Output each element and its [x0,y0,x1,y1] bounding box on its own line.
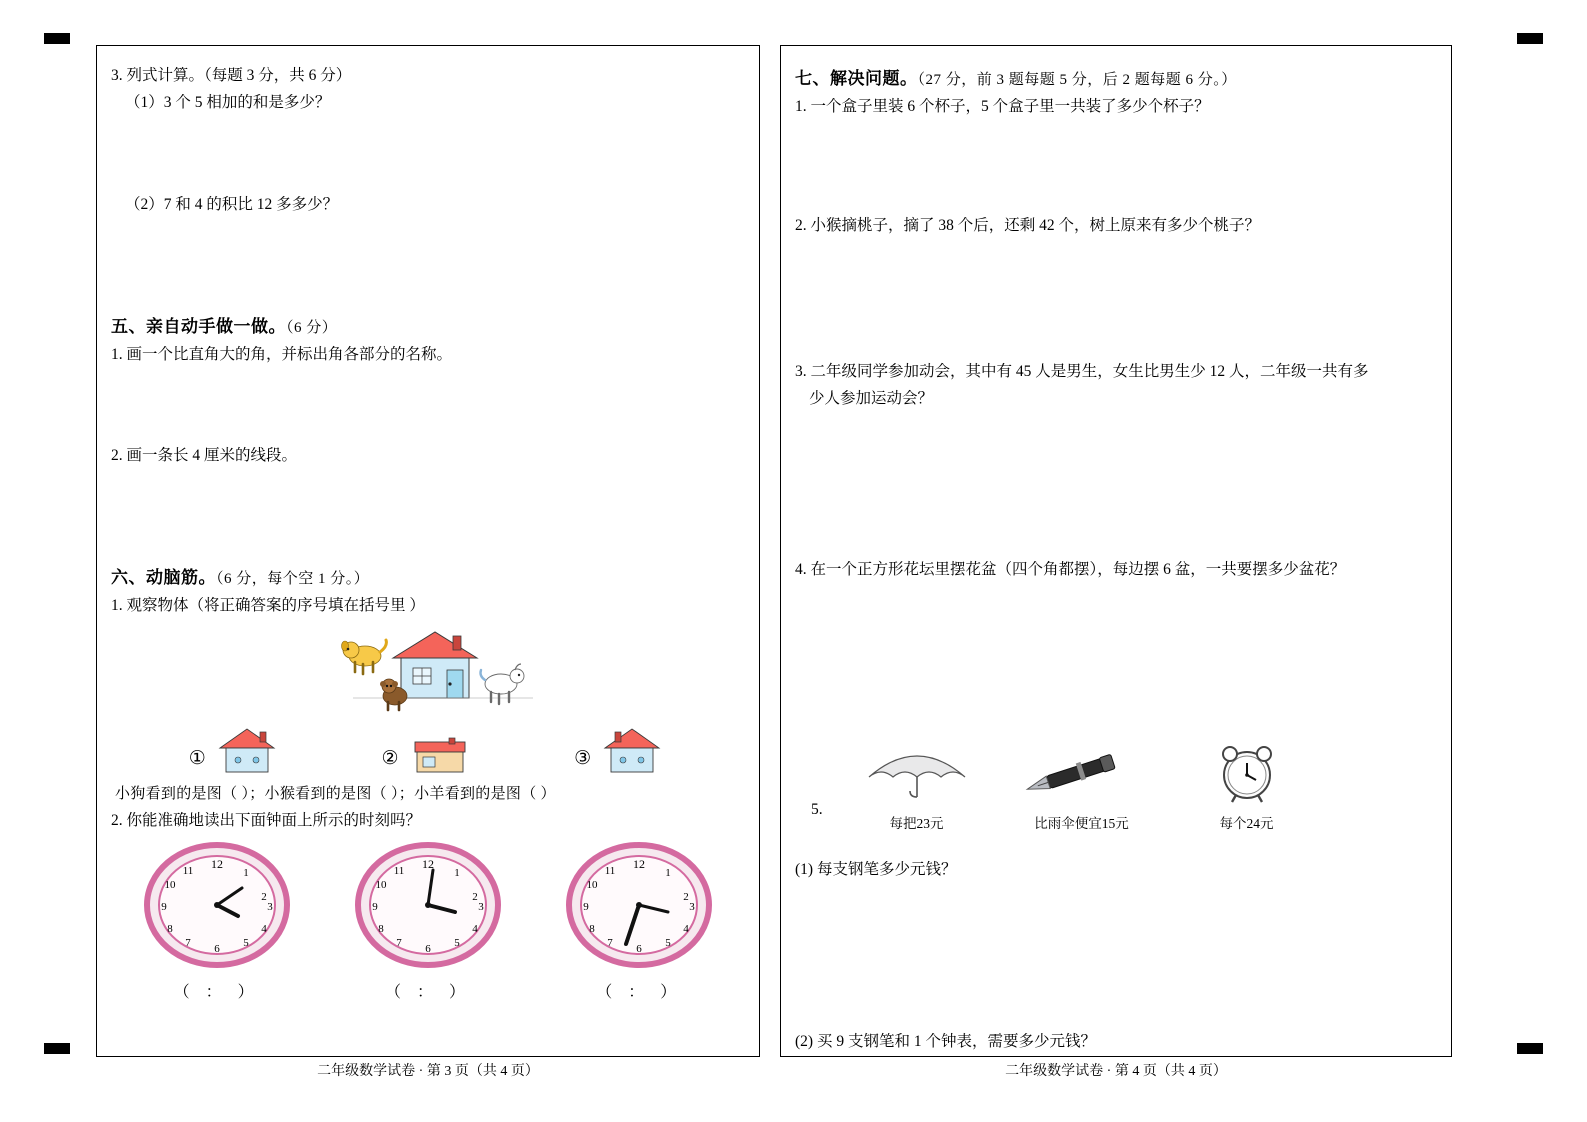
question-3-item-1: （1）3 个 5 相加的和是多少？ [125,94,331,112]
question-5-sub-1: (1) 每支钢笔多少元钱？ [795,861,957,879]
clock-face-icon [142,840,292,970]
svg-text:5: 5 [242,936,249,949]
svg-text:2: 2 [260,890,267,903]
answer-space [795,122,1437,214]
clock-group [111,840,745,1002]
registration-mark-bottom-left [44,1043,70,1054]
pen-caption: 比雨伞便宜15元 [1034,816,1129,832]
section-7-item-1: 1. 一个盒子里装 6 个杯子，5 个盒子里一共装了多少个杯子？ [795,98,1210,115]
svg-text:7: 7 [396,936,402,949]
svg-text:7: 7 [184,936,191,949]
clock-caption: 每个24元 [1219,816,1274,832]
svg-text:3: 3 [478,900,484,913]
svg-text:8: 8 [166,922,173,935]
observation-scene [111,626,745,716]
umbrella-icon [857,735,977,805]
svg-text:10: 10 [586,878,598,891]
svg-text:12: 12 [633,856,646,871]
option-1[interactable] [189,724,282,778]
svg-text:10: 10 [375,878,387,891]
svg-text:8: 8 [589,922,596,935]
svg-text:1: 1 [454,866,460,879]
answer-space [795,585,1437,677]
option-1-label: ① [188,747,206,769]
question-3-item-2: （2）7 和 4 的积比 12 多多少？ [125,195,339,213]
section-5-item-2: 2. 画一条长 4 厘米的线段。 [111,447,298,464]
svg-text:9: 9 [160,900,167,913]
section-7-score: （27 分，前 3 题每题 5 分，后 2 题每题 6 分。） [917,72,1237,88]
section-7-title: 七、解决问题。 [795,69,918,88]
svg-text:11: 11 [605,864,616,877]
svg-text:1: 1 [242,866,249,879]
price-item-clock [1179,735,1314,832]
registration-mark-bottom-right [1517,1043,1543,1054]
svg-text:4: 4 [683,922,690,935]
section-5-heading [111,312,745,337]
option-3-label: ③ [574,747,592,769]
svg-text:8: 8 [378,922,384,935]
clock-answer-2: （ ： ） [384,983,471,1001]
option-3[interactable] [574,724,667,778]
clock-item-2 [353,840,503,1002]
svg-text:11: 11 [182,864,193,877]
question-5-row [795,735,1437,832]
section-5-title: 五、亲自动手做一做。 [111,316,286,336]
alarm-clock-icon [1192,735,1302,805]
svg-text:7: 7 [607,936,614,949]
house-front-view-icon [212,724,282,778]
pen-icon [1017,735,1147,805]
answer-space [111,220,745,312]
clock-item-3 [564,840,714,1002]
question-5-sub-2: (2) 买 9 支钢笔和 1 个钟表，需要多少元钱？ [795,1032,1096,1050]
clock-answer-1: （ ： ） [173,983,260,1001]
answer-space [795,334,1437,360]
answer-space [795,978,1437,1030]
svg-text:5: 5 [454,936,460,949]
right-page-footer: 二年级数学试卷 · 第 4 页（共 4 页） [1005,1064,1227,1079]
registration-mark-top-left [44,33,70,44]
house-back-view-icon [597,724,667,778]
house-and-animals-illustration [333,626,553,716]
left-page-footer: 二年级数学试卷 · 第 3 页（共 4 页） [317,1064,539,1079]
price-items [849,735,1437,832]
svg-text:3: 3 [689,900,696,913]
section-7-item-2: 2. 小猴摘桃子，摘了 38 个后，还剩 42 个，树上原来有多少个桃子？ [795,217,1261,235]
clock-face-icon [353,840,503,970]
house-side-view-icon [405,724,475,778]
section-6-score: （6 分，每个空 1 分。） [216,571,370,588]
section-7-item-4: 4. 在一个正方形花坛里摆花盆（四个角都摆），每边摆 6 盆，一共要摆多少盆花？ [795,561,1346,578]
svg-text:12: 12 [210,856,223,871]
section-6-question-2: 2. 你能准确地读出下面钟面上所示的时刻吗？ [111,811,422,829]
svg-text:9: 9 [583,900,590,913]
price-item-pen [1014,735,1149,832]
answer-space [795,242,1437,334]
clock-face-icon [564,840,714,970]
left-page-sheet [96,45,760,1079]
question-5-number: 5. [811,801,823,819]
svg-text:6: 6 [213,942,220,955]
observation-answer-line: 小狗看到的是图（ ）；小猴看到的是图（ ）；小羊看到的是图（ ） [115,785,556,802]
option-2[interactable] [381,724,474,778]
svg-text:11: 11 [393,864,405,877]
answer-space [111,370,745,444]
svg-text:5: 5 [665,936,672,949]
clock-answer-3: （ ： ） [596,983,683,1001]
svg-text:6: 6 [425,942,431,955]
right-page-sheet [780,45,1452,1079]
svg-text:12: 12 [421,856,434,871]
option-2-label: ② [381,747,399,769]
section-5-score: （6 分） [286,319,338,336]
section-7-item-3-cont: 少人参加运动会？ [809,389,934,407]
svg-text:1: 1 [665,866,672,879]
price-item-umbrella [849,735,984,832]
svg-text:2: 2 [683,890,690,903]
answer-space [795,414,1437,506]
dog-illustration [342,640,387,674]
answer-space [795,677,1437,729]
section-7-heading [795,64,1437,89]
svg-text:10: 10 [164,878,176,891]
umbrella-caption: 每把23元 [889,816,944,832]
svg-text:9: 9 [372,900,378,913]
svg-text:6: 6 [636,942,643,955]
svg-text:3: 3 [266,900,273,913]
section-6-heading [111,563,745,588]
answer-space [795,832,1437,858]
section-6-title: 六、动脑筋。 [111,568,216,588]
observation-options [139,722,717,778]
answer-space [795,506,1437,558]
answer-space [111,119,745,193]
registration-mark-top-right [1517,33,1543,44]
question-3-title: 3. 列式计算。（每题 3 分，共 6 分） [111,67,352,84]
svg-text:2: 2 [472,890,478,903]
answer-space [795,886,1437,978]
svg-text:4: 4 [472,922,478,935]
clock-item-1 [142,840,292,1002]
section-6-question-1: 1. 观察物体（将正确答案的序号填在括号里 ） [111,597,425,615]
section-7-item-3: 3. 二年级同学参加动会，其中有 45 人是男生，女生比男生少 12 人，二年级一共有多 [795,362,1369,380]
answer-space [111,471,745,563]
svg-text:4: 4 [260,922,267,935]
section-5-item-1: 1. 画一个比直角大的角，并标出角各部分的名称。 [111,345,453,363]
